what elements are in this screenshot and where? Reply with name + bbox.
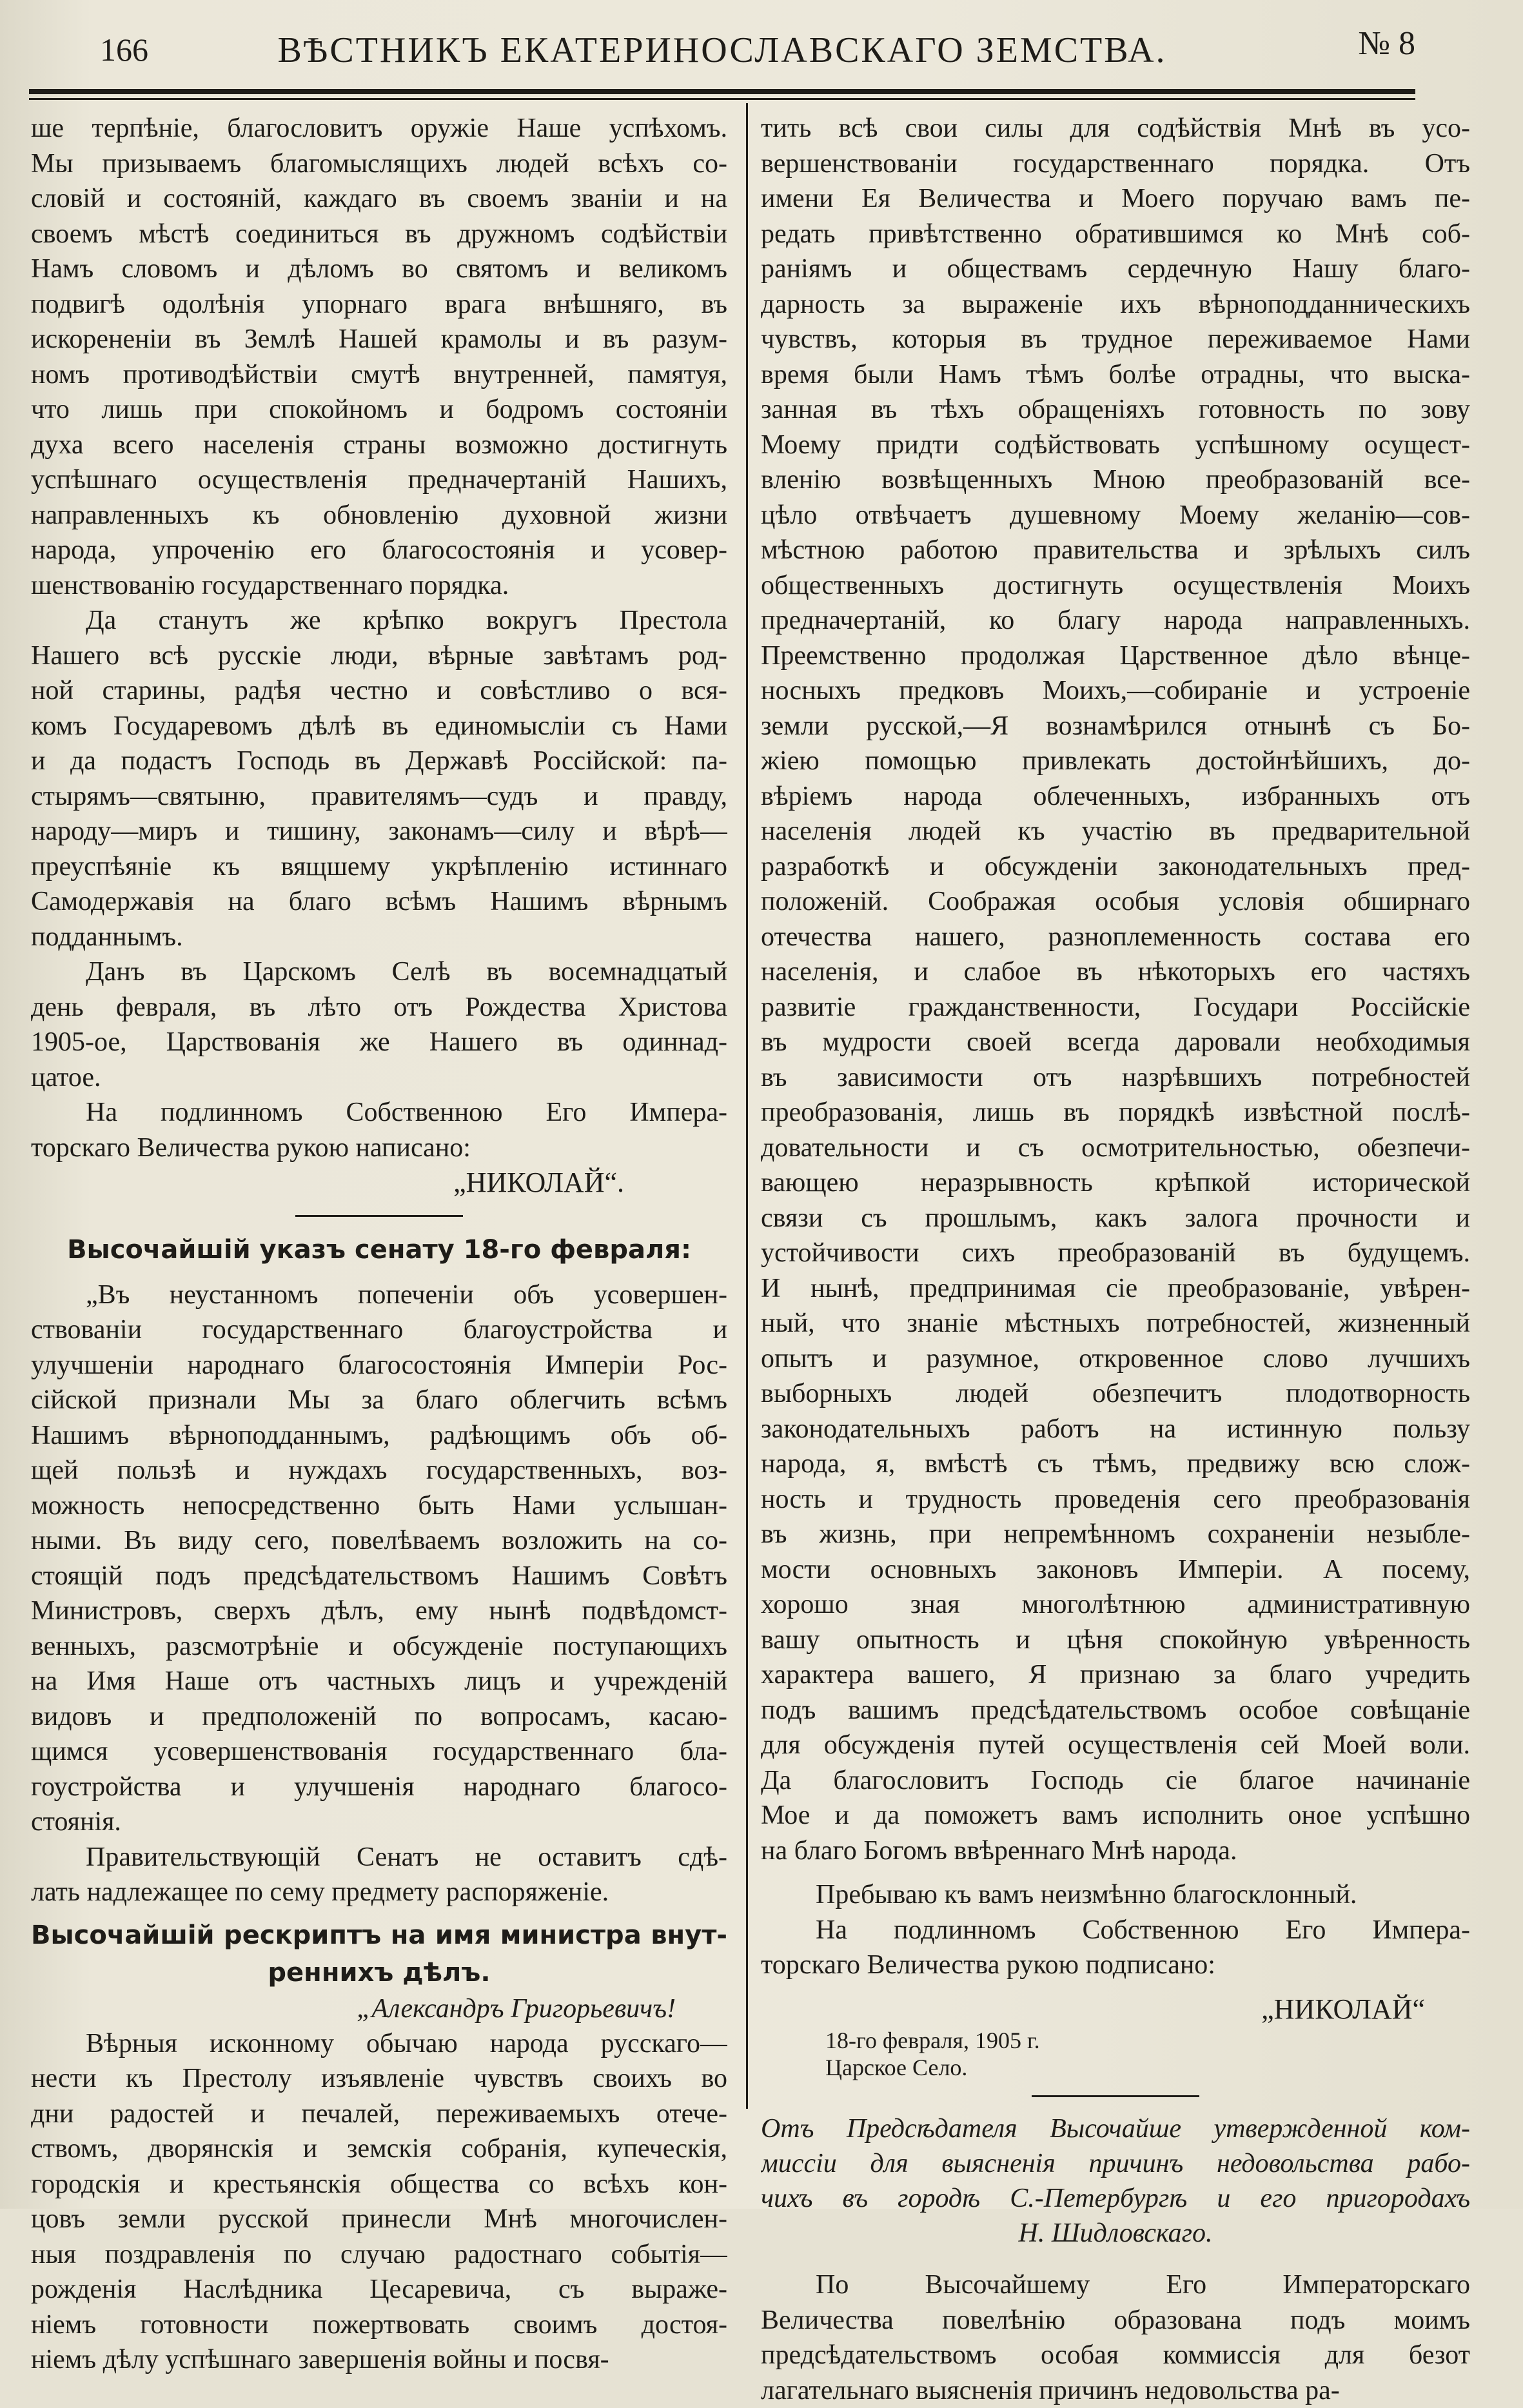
text-line: связи съ прошлымъ, какъ залога прочности и: [761, 1201, 1470, 1236]
text-line: характера вашего, Я признаю за благо учредить: [761, 1657, 1470, 1693]
text-line: городскія и крестьянскія общества со всѣхъ кон-: [31, 2167, 727, 2202]
commission-heading: [761, 2111, 1470, 2251]
page-header: [29, 12, 1415, 83]
text-line: опытъ и разумное, откровенное слово лучшихъ: [761, 1341, 1470, 1377]
text-line: искорененіи въ Землѣ Нашей крамолы и въ разум-: [31, 322, 727, 357]
text-line: успѣшнаго осуществленія предначертаній Нашихъ,: [31, 462, 727, 498]
text-line: носныхъ предковъ Моихъ,—собираніе и устроеніе: [761, 673, 1470, 709]
text-line: преобразованія, лишь въ порядкѣ извѣстной послѣ-: [761, 1095, 1470, 1130]
text-line: венныхъ, разсмотрѣніе и обсужденіе поступающихъ: [31, 1629, 727, 1664]
text-line: Министровъ, сверхъ дѣлъ, ему нынѣ подвѣдомст-: [31, 1594, 727, 1629]
text-line: подданнымъ.: [31, 920, 727, 955]
closing-line: Пребываю къ вамъ неизмѣнно благосклонный.: [761, 1877, 1470, 1913]
section-separator: [295, 1215, 463, 1217]
text-line: Самодержавія на благо всѣмъ Нашимъ вѣрнымъ: [31, 884, 727, 920]
text-line: Данъ въ Царскомъ Селѣ въ восемнадцатый: [31, 954, 727, 990]
text-line: цѣло отвѣчаетъ душевному Моему желанію—сов-: [761, 498, 1470, 533]
text-line: предначертаній, ко благу народа направленныхъ.: [761, 603, 1470, 638]
text-line: Преемственно продолжая Царственное дѣло вѣнце-: [761, 638, 1470, 674]
text-line: хорошо зная многолѣтнюю административную: [761, 1587, 1470, 1623]
text-line: что лишь при спокойномъ и бодромъ состояніи: [31, 392, 727, 428]
column-divider: [746, 103, 748, 2109]
text-line: лать надлежащее по сему предмету распоряженіе.: [31, 1875, 727, 1910]
text-line: ніемъ дѣлу успѣшнаго завершенія войны и посвя-: [31, 2342, 727, 2378]
date-line-1: 18-го февраля, 1905 г.: [761, 2027, 1470, 2054]
text-line: редать привѣтственно обратившимся ко Мнѣ соб-: [761, 217, 1470, 252]
text-line: ствованіи государственнаго благоустройства и: [31, 1312, 727, 1348]
salutation: „Александръ Григорьевичъ!: [31, 1991, 727, 2026]
text-line: торскаго Величества рукою написано:: [31, 1130, 727, 1166]
left-column: [31, 111, 727, 2378]
decree-heading: Высочайшій указъ сенату 18-го февраля:: [31, 1231, 727, 1268]
text-line: Мое и да поможетъ вамъ исполнить оное успѣшно: [761, 1798, 1470, 1833]
text-line: подъ вашимъ предсѣдательствомъ особое совѣщаніе: [761, 1693, 1470, 1728]
text-line: ный, что знаніе мѣстныхъ потребностей, жизненный: [761, 1306, 1470, 1341]
text-line: и да подастъ Господь въ Державѣ Россійской: па-: [31, 744, 727, 779]
text-line: время были Намъ тѣмъ болѣе отрадны, что выска-: [761, 357, 1470, 393]
text-line: рожденія Наслѣдника Цесаревича, съ выраже-: [31, 2272, 727, 2307]
rescript-paragraph-2: [761, 111, 1470, 1868]
text-line: законодательныхъ работъ на истинную пользу: [761, 1412, 1470, 1447]
text-line: чувствъ, которыя въ трудное переживаемое Нами: [761, 322, 1470, 357]
text-line: преуспѣяніе къ вящшему укрѣпленію истиннаго: [31, 849, 727, 885]
text-line: стоящій подъ предсѣдательствомъ Нашимъ Совѣтъ: [31, 1559, 727, 1594]
text-line: Нашимъ вѣрноподданнымъ, радѣющимъ объ об-: [31, 1418, 727, 1454]
rescript-paragraph-1: [31, 2026, 727, 2378]
text-line: устойчивости сихъ преобразованій въ будущемъ.: [761, 1236, 1470, 1271]
manifesto-paragraph-2: [31, 603, 727, 954]
text-line: занная въ тѣхъ обращеніяхъ готовность по зову: [761, 392, 1470, 428]
text-line: населенія, и слабое въ нѣкоторыхъ его частяхъ: [761, 954, 1470, 990]
text-line: направленныхъ къ обновленію духовной жизни: [31, 498, 727, 533]
text-line: цовъ земли русской принесли Мнѣ многочислен-: [31, 2202, 727, 2237]
header-rule-thin: [29, 98, 1415, 100]
text-line: Правительствующій Сенатъ не оставитъ сдѣ-: [31, 1840, 727, 1875]
text-line: ствомъ, дворянскія и земскія собранія, купеческія,: [31, 2131, 727, 2167]
text-line: торскаго Величества рукою подписано:: [761, 1948, 1470, 1983]
text-line: щей пользѣ и нуждахъ государственныхъ, воз-: [31, 1453, 727, 1488]
page-number: 166: [100, 31, 148, 68]
text-line: разработкѣ и обсужденіи законодательныхъ пред-: [761, 849, 1470, 885]
text-line: 1905-ое, Царствованія же Нашего въ одиннад-: [31, 1025, 727, 1060]
text-line: ной старины, радѣя честно и совѣстливо о вся-: [31, 673, 727, 709]
text-line: Вѣрныя исконному обычаю народа русскаго—: [31, 2026, 727, 2062]
section-separator-right: [1032, 2095, 1199, 2097]
text-line: духа всего населенія страны возможно достигнуть: [31, 428, 727, 463]
text-line: народа, я, вмѣстѣ съ тѣмъ, предвижу всю слож-: [761, 1446, 1470, 1482]
text-line: общественныхъ достигнуть осуществленія Моихъ: [761, 568, 1470, 604]
right-column: [761, 111, 1470, 2408]
manifesto-paragraph-3: [31, 954, 727, 1095]
text-line: ше терпѣніе, благословитъ оружіе Наше успѣхомъ.: [31, 111, 727, 146]
text-line: щимся усовершенствованія государственнаго бла-: [31, 1734, 727, 1770]
text-line: положеній. Соображая особыя условія обширнаго: [761, 884, 1470, 920]
text-line: На подлинномъ Собственною Его Импера-: [761, 1913, 1470, 1948]
text-line: народу—миръ и тишину, законамъ—силу и вѣрѣ—: [31, 814, 727, 849]
text-line: предсѣдательствомъ особая коммиссія для безот: [761, 2338, 1470, 2373]
text-line: выборныхъ людей обезпечитъ плодотворность: [761, 1376, 1470, 1412]
text-line: стоянія.: [31, 1804, 727, 1840]
text-line: мѣстною работою правительства и зрѣлыхъ силъ: [761, 533, 1470, 568]
text-line: Нашего всѣ русскіе люди, вѣрные завѣтамъ род-: [31, 638, 727, 674]
text-line: въ жизнь, при непремѣнномъ сохраненіи незыбле-: [761, 1517, 1470, 1552]
date-line-2: Царское Село.: [761, 2054, 1470, 2081]
decree-paragraph-1: [31, 1278, 727, 1840]
text-line: вѣріемъ народа облеченныхъ, избранныхъ отъ: [761, 779, 1470, 814]
text-line: видовъ и предположеній по вопросамъ, касаю-: [31, 1699, 727, 1735]
text-line: „Въ неустанномъ попеченіи объ усовершен-: [31, 1278, 727, 1313]
text-line: цатое.: [31, 1060, 727, 1096]
text-line: ныя поздравленія по случаю радостнаго событія—: [31, 2237, 727, 2273]
text-line: гоустройства и улучшенія народнаго благосо-: [31, 1770, 727, 1805]
signature-note: [31, 1095, 727, 1165]
text-line: дарность за выраженіе ихъ вѣрноподданническихъ: [761, 287, 1470, 322]
text-line: своемъ мѣстѣ соединиться въ дружномъ содѣйствіи: [31, 217, 727, 252]
manifesto-paragraph-1: [31, 111, 727, 603]
text-line: земли русской,—Я вознамѣрился отнынѣ съ Бо-: [761, 709, 1470, 744]
text-line: Да благословитъ Господь сіе благое начинаніе: [761, 1763, 1470, 1799]
text-line: жіею помощью привлекать достойнѣйшихъ, до-: [761, 744, 1470, 779]
text-line: вершенствованіи государственнаго порядка. Отъ: [761, 146, 1470, 182]
commission-paragraph: [761, 2267, 1470, 2408]
text-line: на Имя Наше отъ частныхъ лицъ и учрежденій: [31, 1664, 727, 1699]
decree-paragraph-2: [31, 1840, 727, 1910]
italic-heading-line: Н. Шидловскаго.: [761, 2216, 1470, 2251]
text-line: На подлинномъ Собственною Его Импера-: [31, 1095, 727, 1130]
text-line: нести къ Престолу изъявленіе чувствъ своихъ во: [31, 2061, 727, 2097]
text-line: можность непосредственно быть Нами услышан-: [31, 1488, 727, 1524]
text-line: раніямъ и обществамъ сердечную Нашу благо-: [761, 252, 1470, 287]
signature-nikolai: „НИКОЛАЙ“.: [31, 1165, 727, 1201]
text-line: довательности и съ осмотрительностью, обезпечи-: [761, 1130, 1470, 1166]
text-line: мости основныхъ законовъ Имперіи. А посему,: [761, 1552, 1470, 1588]
text-line: имени Ея Величества и Моего поручаю вамъ пе-: [761, 181, 1470, 217]
text-line: Мы призываемъ благомыслящихъ людей всѣхъ со-: [31, 146, 727, 182]
text-line: дни радостей и печалей, переживаемыхъ отече-: [31, 2097, 727, 2132]
text-line: номъ противодѣйствіи смутѣ внутренней, памятуя,: [31, 357, 727, 393]
text-line: Моему придти содѣйствовать успѣшному осущест-: [761, 428, 1470, 463]
italic-heading-line: Отъ Предсѣдателя Высочайше утвержденной ком-: [761, 2111, 1470, 2146]
text-line: въ зависимости отъ назрѣвшихъ потребностей: [761, 1060, 1470, 1096]
text-line: словій и состояній, каждаго въ своемъ званіи и на: [31, 181, 727, 217]
italic-heading-line: чихъ въ городѣ С.-Петербургѣ и его пригородахъ: [761, 2181, 1470, 2216]
text-line: на благо Богомъ ввѣреннаго Мнѣ народа.: [761, 1833, 1470, 1869]
header-rule-thick: [29, 89, 1415, 94]
text-line: И нынѣ, предпринимая сіе преобразованіе, увѣрен-: [761, 1271, 1470, 1307]
journal-title: ВѢСТНИКЪ ЕКАТЕРИНОСЛАВСКАГО ЗЕМСТВА.: [29, 30, 1415, 71]
text-line: комъ Государевомъ дѣлѣ въ единомысліи съ Нами: [31, 709, 727, 744]
text-line: Намъ словомъ и дѣломъ во святомъ и великомъ: [31, 252, 727, 287]
text-line: развитіе гражданственности, Государи Россійскіе: [761, 990, 1470, 1025]
text-line: народа, упроченію его благосостоянія и усовер-: [31, 533, 727, 568]
text-line: подвигѣ одолѣнія упорнаго врага внѣшняго, въ: [31, 287, 727, 322]
issue-number: № 8: [1358, 25, 1415, 63]
text-line: ніемъ готовности пожертвовать своимъ достоя-: [31, 2307, 727, 2343]
text-line: стырямъ—святыню, правителямъ—судъ и правду,: [31, 779, 727, 814]
text-line: Да станутъ же крѣпко вокругъ Престола: [31, 603, 727, 638]
text-line: день февраля, въ лѣто отъ Рождества Христова: [31, 990, 727, 1025]
text-line: вающею неразрывность крѣпкой исторической: [761, 1165, 1470, 1201]
text-line: ность и трудность проведенія сего преобразованія: [761, 1482, 1470, 1517]
text-line: ными. Въ виду сего, повелѣваемъ возложить на со-: [31, 1523, 727, 1559]
italic-heading-line: миссіи для выясненія причинъ недовольства рабо-: [761, 2146, 1470, 2181]
signature-note-right: [761, 1913, 1470, 1983]
text-line: вленію возвѣщенныхъ Мною преобразованій все-: [761, 462, 1470, 498]
text-line: въ мудрости своей всегда даровали необходимыя: [761, 1025, 1470, 1060]
rescript-heading-line-2: реннихъ дѣлъ.: [31, 1954, 727, 1991]
text-line: вашу опытность и цѣня спокойную увѣренность: [761, 1623, 1470, 1658]
rescript-heading-line-1: Высочайшій рескриптъ на имя министра внут-: [31, 1917, 727, 1954]
signature-nikolai-right: „НИКОЛАЙ“: [761, 1992, 1470, 2028]
text-line: улучшеніи народнаго благосостоянія Имперіи Рос-: [31, 1348, 727, 1383]
text-line: По Высочайшему Его Императорскаго: [761, 2267, 1470, 2303]
text-line: сійской признали Мы за благо облегчить всѣмъ: [31, 1383, 727, 1418]
text-line: лагательнаго выясненія причинъ недовольства ра-: [761, 2373, 1470, 2408]
text-line: населенія людей къ участію въ предварительной: [761, 814, 1470, 849]
text-line: шенствованію государственнаго порядка.: [31, 568, 727, 604]
text-line: для обсужденія путей осуществленія сей Моей воли.: [761, 1728, 1470, 1763]
text-line: Величества повелѣнію образована подъ моимъ: [761, 2303, 1470, 2338]
text-line: отечества нашего, разноплеменность состава его: [761, 920, 1470, 955]
text-line: тить всѣ свои силы для содѣйствія Мнѣ въ усо-: [761, 111, 1470, 146]
